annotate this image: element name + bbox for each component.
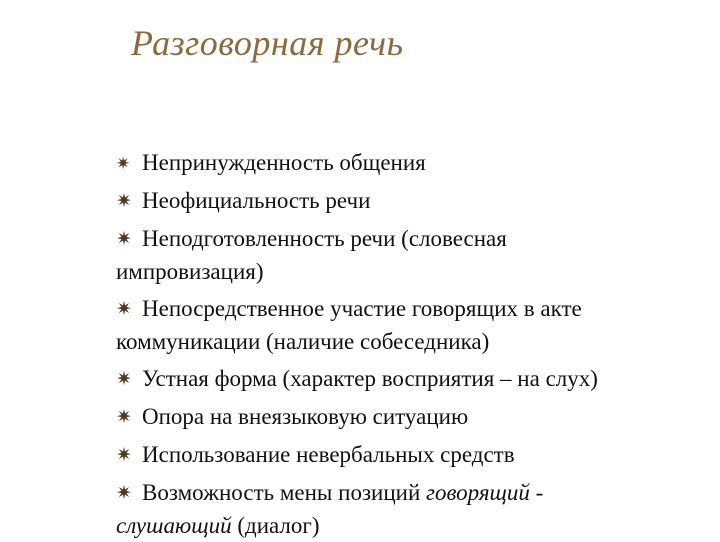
item-text-italic: слушающий <box>116 513 232 538</box>
list-item <box>116 363 716 396</box>
list-item <box>116 293 716 358</box>
item-text: Неподготовленность речи (словесная <box>142 226 507 251</box>
item-text: Возможность мены позиций <box>142 480 427 505</box>
asterisk-bullet-icon: ✷ <box>116 191 132 212</box>
item-text-tail: - <box>529 480 544 505</box>
asterisk-bullet-icon: ✷ <box>116 229 132 250</box>
asterisk-bullet-icon: ✷ <box>116 407 132 428</box>
item-text: Непосредственное участие говорящих в акте <box>142 296 582 321</box>
list-item <box>116 439 716 472</box>
asterisk-bullet-icon: ✷ <box>116 483 132 504</box>
item-text: Опора на внеязыковую ситуацию <box>142 404 469 429</box>
item-text-italic: говорящий <box>426 480 530 505</box>
list-item <box>116 223 716 288</box>
item-text: Неофициальность речи <box>142 188 371 213</box>
asterisk-bullet-icon: ✷ <box>116 299 132 320</box>
asterisk-bullet-icon: ✷ <box>116 445 132 466</box>
asterisk-bullet-icon: ✷ <box>116 369 132 390</box>
item-text: Непринужденность общения <box>142 150 426 175</box>
list-item <box>116 147 716 180</box>
item-text: Использование невербальных средств <box>142 442 515 467</box>
item-text-continuation: импровизация) <box>116 259 264 284</box>
item-text-tail: (диалог) <box>231 513 320 538</box>
list-item <box>116 401 716 434</box>
asterisk-bullet-icon: ✷ <box>116 154 131 173</box>
item-text-continuation: коммуникации (наличие собеседника) <box>116 329 490 354</box>
list-item <box>116 477 716 542</box>
list-item <box>116 185 716 218</box>
slide-title: Разговорная речь <box>131 23 404 63</box>
bullet-list <box>116 147 716 542</box>
item-text: Устная форма (характер восприятия – на слух) <box>142 366 598 391</box>
